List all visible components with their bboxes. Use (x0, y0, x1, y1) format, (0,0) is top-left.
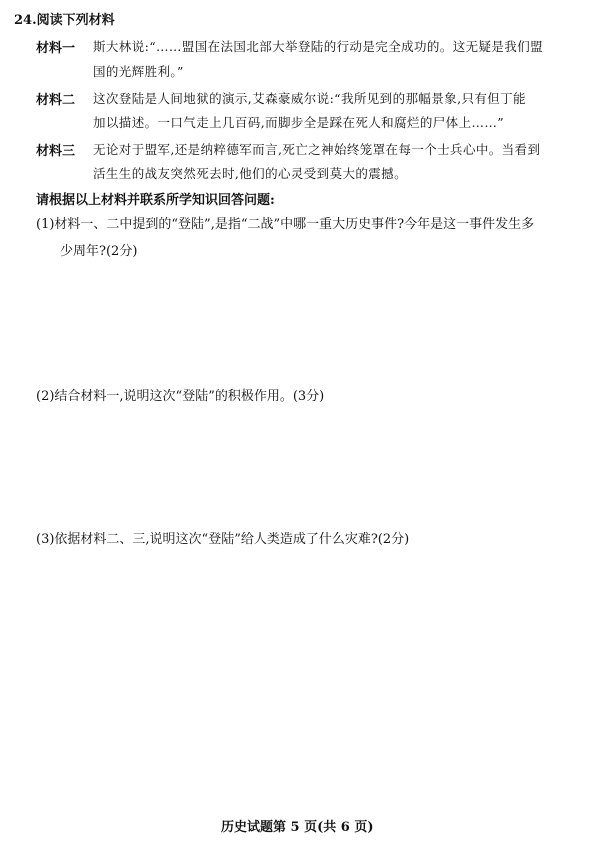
sub-question-1-line-1: (1)材料一、二中提到的“登陆”,是指“二战”中哪一重大历史事件?今年是这一事件发生多 (36, 217, 535, 232)
answer-prompt: 请根据以上材料并联系所学知识回答问题: (36, 193, 275, 208)
page-footer: 历史试题第 5 页(共 6 页) (221, 820, 374, 835)
sub-question-2: (2)结合材料一,说明这次“登陆”的积极作用。(3分) (36, 389, 325, 404)
question-title: 24.阅读下列材料 (14, 13, 115, 28)
material-3-line-2: 活生生的战友突然死去时,他们的心灵受到莫大的震撼。 (93, 166, 407, 181)
material-2-label: 材料二 (36, 93, 76, 108)
material-1-line-1: 斯大林说:“……盟国在法国北部大举登陆的行动是完全成功的。这无疑是我们盟 (93, 39, 544, 54)
material-2-line-2: 加以描述。一口气走上几百码,而脚步全是踩在死人和腐烂的尸体上……” (93, 115, 505, 130)
material-3-line-1: 无论对于盟军,还是纳粹德军而言,死亡之神始终笼罩在每一个士兵心中。当看到 (93, 142, 541, 157)
sub-question-1-line-2: 少周年?(2分) (60, 244, 138, 259)
material-1-line-2: 国的光辉胜利。” (93, 64, 184, 79)
material-3-label: 材料三 (36, 144, 76, 159)
sub-question-3: (3)依据材料二、三,说明这次“登陆”给人类造成了什么灾难?(2分) (36, 532, 410, 547)
material-2-line-1: 这次登陆是人间地狱的演示,艾森豪威尔说:“我所见到的那幅景象,只有但丁能 (93, 91, 526, 106)
material-1-label: 材料一 (36, 41, 76, 56)
